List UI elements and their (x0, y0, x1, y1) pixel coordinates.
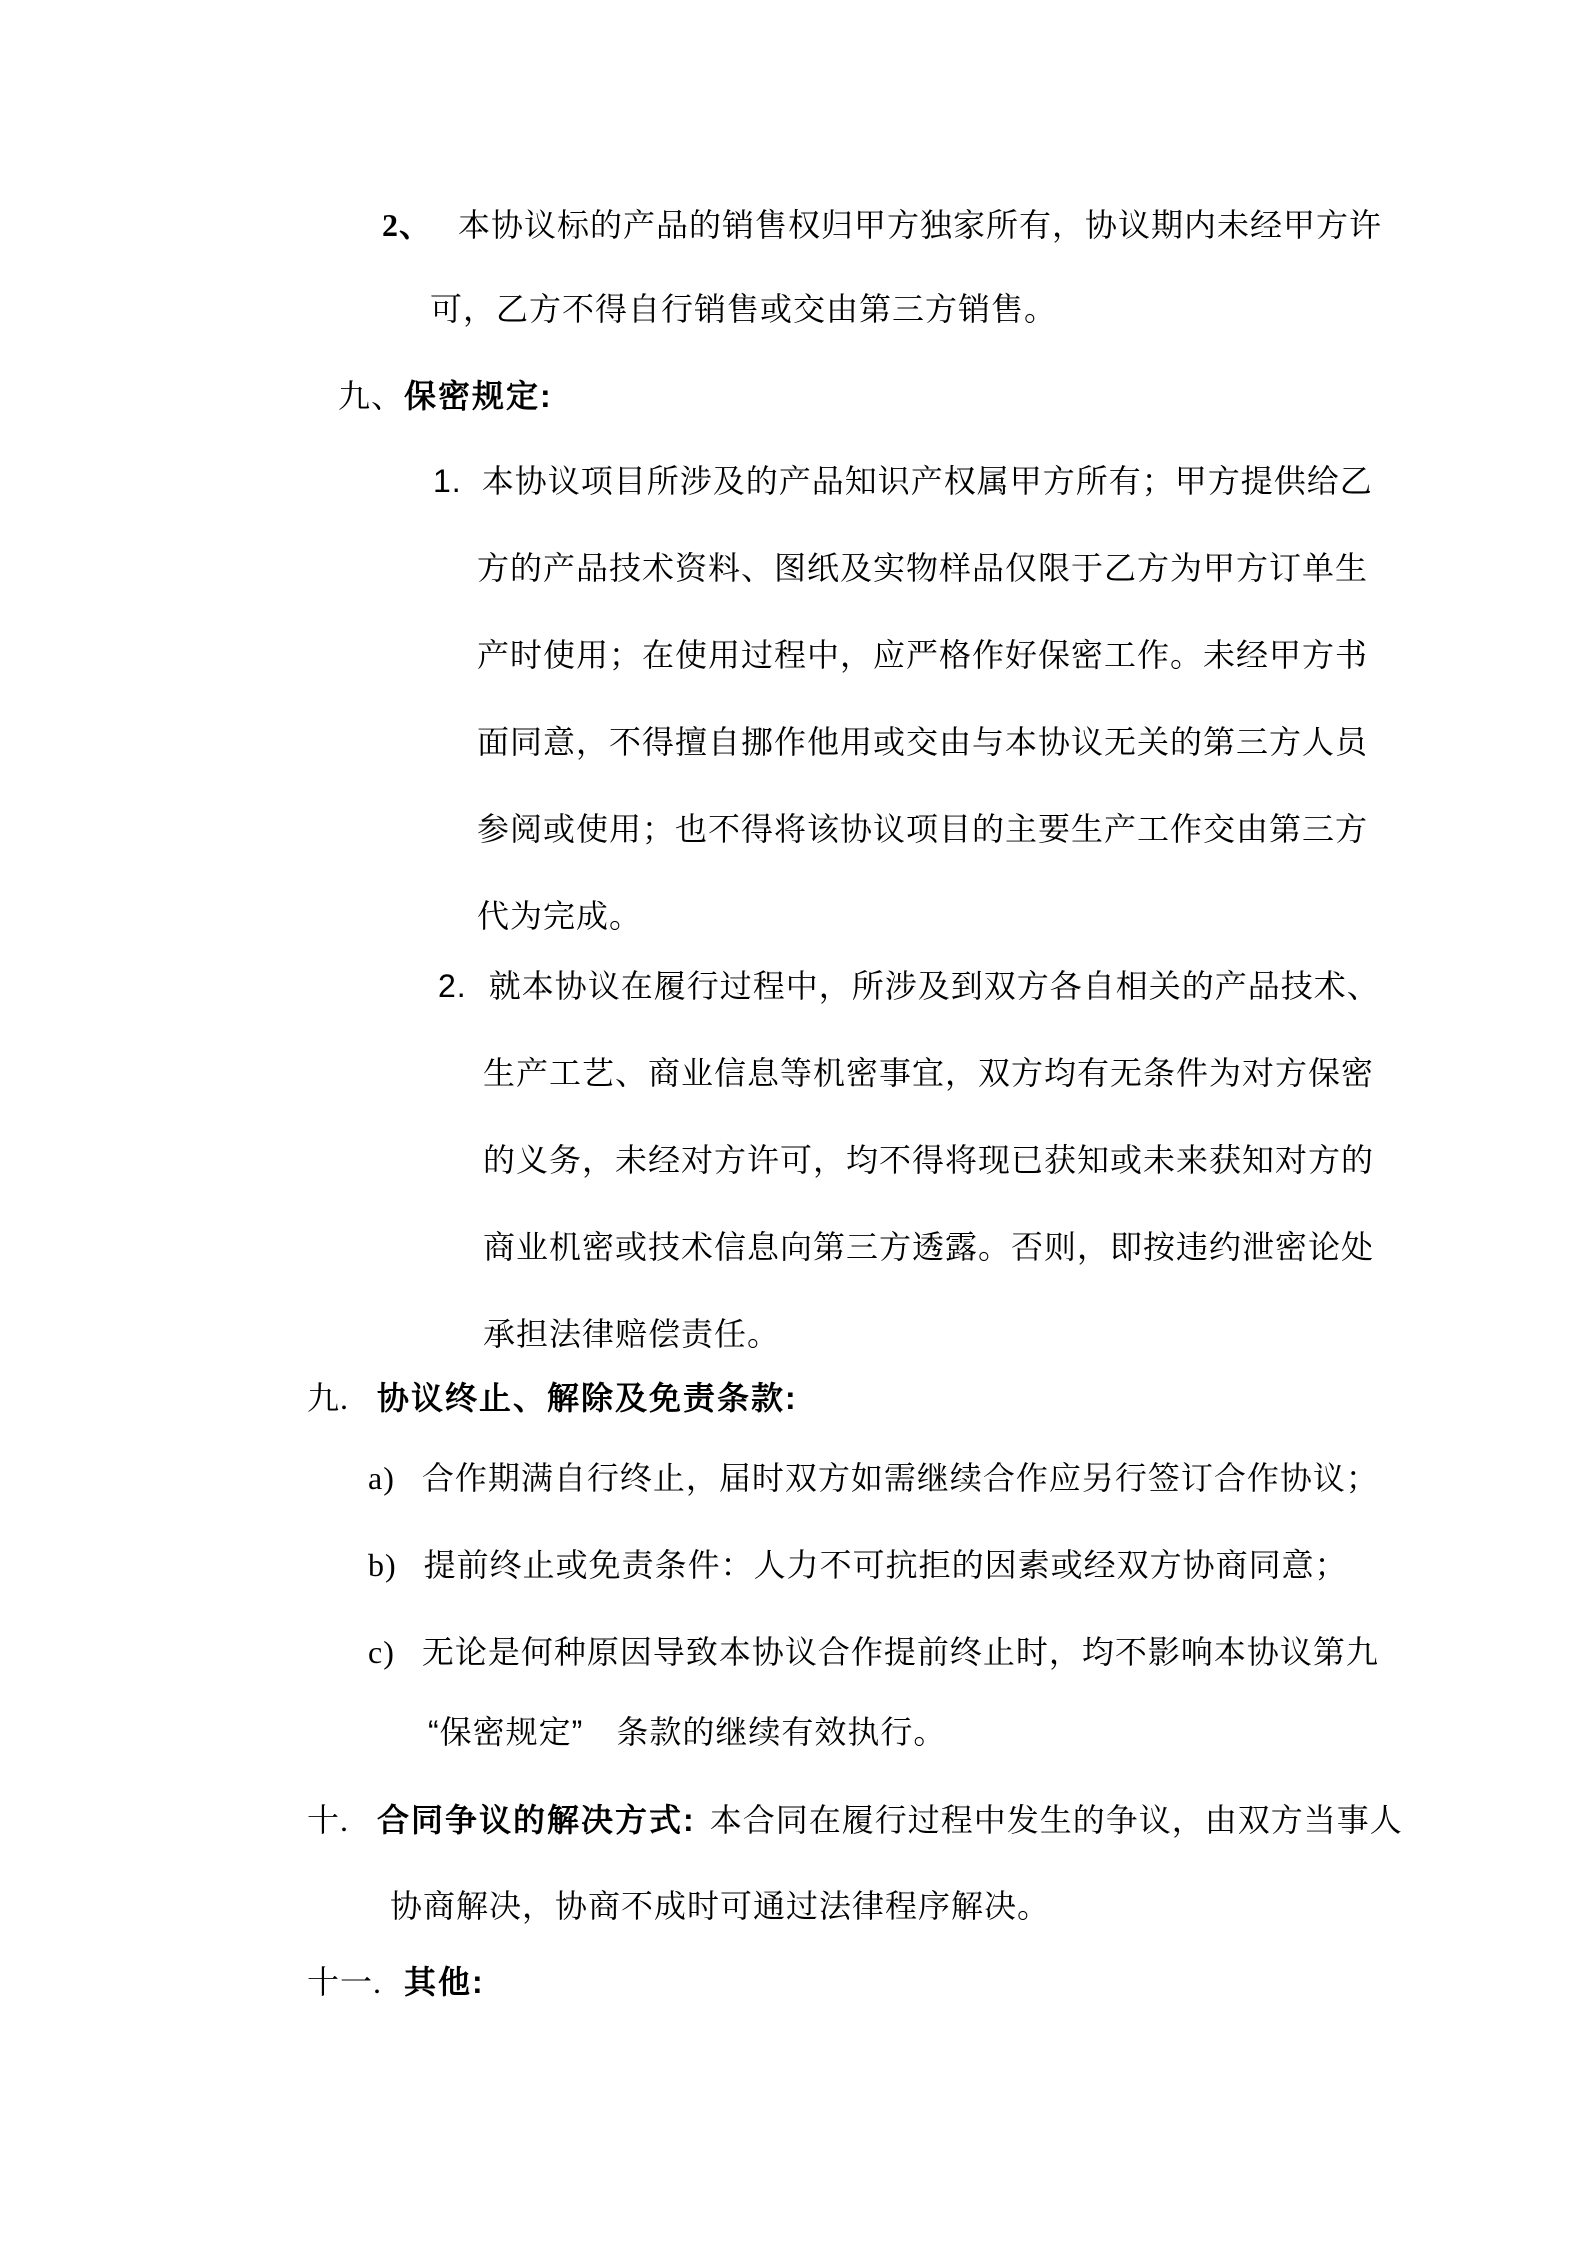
conf-item-1-line-6: 代为完成。 (477, 898, 643, 934)
section-11-heading: 其他: (404, 1964, 485, 2000)
section-10-marker: 十. (307, 1802, 350, 1838)
conf-item-1-line-5: 参阅或使用；也不得将该协议项目的主要生产工作交由第三方 (477, 811, 1369, 847)
section-9-termination-heading: 协议终止、解除及免责条款: (377, 1380, 798, 1416)
conf-item-1-text-1: 本协议项目所涉及的产品知识产权属甲方所有；甲方提供给乙 (481, 463, 1373, 499)
conf-item-2-marker: 2. (438, 968, 467, 1004)
section-9-termination-marker: 九. (307, 1380, 350, 1416)
section-9-confidentiality-heading-line (338, 376, 553, 416)
clause-2-line-1 (382, 205, 1382, 245)
section-10-text-1: 本合同在履行过程中发生的争议，由双方当事人 (709, 1802, 1403, 1838)
term-item-c-text-1: 无论是何种原因导致本协议合作提前终止时，均不影响本协议第九 (421, 1634, 1379, 1670)
term-item-c-marker: c) (368, 1634, 395, 1670)
conf-item-1-line-1 (433, 461, 1373, 501)
conf-item-1-line-2: 方的产品技术资料、图纸及实物样品仅限于乙方为甲方订单生 (477, 550, 1369, 586)
conf-item-1-marker: 1. (433, 463, 462, 499)
section-9-confidentiality-heading: 保密规定: (404, 378, 553, 414)
section-10-disputes-line-1 (307, 1800, 1403, 1840)
term-item-c-line-1 (368, 1632, 1379, 1672)
section-10-disputes-line-2: 协商解决，协商不成时可通过法律程序解决。 (390, 1888, 1051, 1924)
term-item-b-line (368, 1545, 1348, 1585)
conf-item-2-line-1 (438, 966, 1380, 1006)
term-item-a-marker: a) (368, 1460, 395, 1496)
clause-2-line-2: 可，乙方不得自行销售或交由第三方销售。 (430, 291, 1058, 327)
conf-item-2-line-2: 生产工艺、商业信息等机密事宜，双方均有无条件为对方保密 (483, 1055, 1375, 1091)
term-item-b-marker: b) (368, 1547, 397, 1583)
section-9-termination-heading-line (307, 1378, 798, 1418)
conf-item-2-text-1: 就本协议在履行过程中，所涉及到双方各自相关的产品技术、 (488, 968, 1380, 1004)
section-10-heading: 合同争议的解决方式: (377, 1802, 696, 1838)
conf-item-2-line-3: 的义务，未经对方许可，均不得将现已获知或未来获知对方的 (483, 1142, 1375, 1178)
conf-item-2-line-4: 商业机密或技术信息向第三方透露。否则，即按违约泄密论处 (483, 1229, 1375, 1265)
section-9-confidentiality-marker: 九、 (338, 378, 405, 414)
term-item-b-text: 提前终止或免责条件：人力不可抗拒的因素或经双方协商同意； (423, 1547, 1348, 1583)
section-11-marker: 十一. (307, 1964, 383, 2000)
term-item-a-text: 合作期满自行终止，届时双方如需继续合作应另行签订合作协议； (421, 1460, 1379, 1496)
clause-2-marker: 2、 (382, 207, 433, 243)
term-item-c-line-2: “保密规定” 条款的继续有效执行。 (428, 1714, 947, 1750)
term-item-a-line (368, 1458, 1379, 1498)
clause-2-text-1: 本协议标的产品的销售权归甲方独家所有，协议期内未经甲方许 (458, 207, 1383, 243)
conf-item-2-line-5: 承担法律赔偿责任。 (483, 1316, 781, 1352)
conf-item-1-line-4: 面同意，不得擅自挪作他用或交由与本协议无关的第三方人员 (477, 724, 1369, 760)
section-11-other-heading-line (307, 1962, 485, 2002)
conf-item-1-line-3: 产时使用；在使用过程中，应严格作好保密工作。未经甲方书 (477, 637, 1369, 673)
